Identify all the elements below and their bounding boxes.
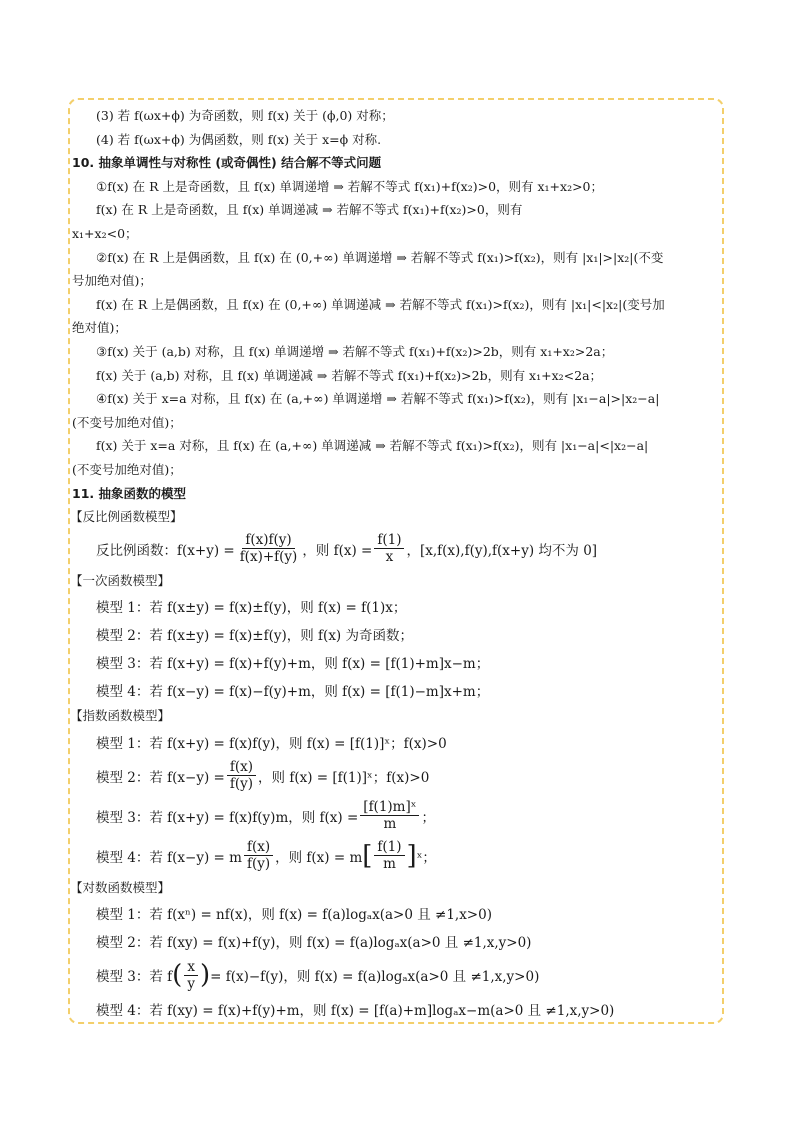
exp-m4-num-2: f(1)	[374, 839, 404, 856]
exp-m2-post: ，则 f(x) = [f(1)]ˣ；f(x)>0	[258, 769, 430, 786]
exp-model-1: 模型 1：若 f(x+y) = f(x)f(y)，则 f(x) = [f(1)]ˣ；f(x)>0	[96, 735, 447, 752]
inverse-fraction-2	[374, 532, 404, 565]
inverse-num-1: f(x)f(y)	[242, 532, 294, 549]
rule-2-decreasing-cont: 绝对值)；	[72, 320, 127, 336]
linear-model-1: 模型 1：若 f(x±y) = f(x)±f(y)，则 f(x) = f(1)x；	[96, 600, 407, 617]
exp-m4-pre: 模型 4：若 f(x−y) = m	[96, 849, 242, 866]
exp-m4-mid: ，则 f(x) = m	[275, 849, 363, 866]
exp-m4-right-bracket: ]	[406, 840, 417, 871]
exp-m4-fraction-1	[244, 839, 273, 872]
exp-m4-num-1: f(x)	[244, 839, 273, 856]
log-m3-left-paren: (	[172, 960, 183, 991]
exp-m4-post: ˣ；	[416, 849, 436, 866]
exp-m3-pre: 模型 3：若 f(x+y) = f(x)f(y)m，则 f(x) =	[96, 809, 359, 826]
rule-4-increasing: ④f(x) 关于 x=a 对称，且 f(x) 在 (a,+∞) 单调递增 ⇒ 若解不等式 f(x₁)>f(x₂)，则有 |x₁−a|>|x₂−a|	[96, 391, 660, 407]
rule-1-decreasing-cont: x₁+x₂<0；	[72, 225, 138, 241]
rule-4-increasing-cont: (不变号加绝对值)；	[72, 414, 182, 430]
linear-model-3: 模型 3：若 f(x+y) = f(x)+f(y)+m，则 f(x) = [f(1)+m]x−m；	[96, 656, 490, 673]
exp-model-2	[70, 756, 724, 796]
rule-2-increasing-cont: 号加绝对值)；	[72, 273, 152, 289]
inverse-post: ，[x,f(x),f(y),f(x+y) 均不为 0]	[406, 542, 598, 559]
log-m3-den: y	[187, 975, 195, 992]
inverse-den-2: x	[385, 549, 394, 566]
exp-model-label: 【指数函数模型】	[70, 708, 171, 724]
inverse-mid: ，则 f(x) =	[302, 542, 373, 559]
inverse-model-formula	[70, 529, 724, 569]
log-model-2: 模型 2：若 f(xy) = f(x)+f(y)，则 f(x) = f(a)logₐx(a>0 且 ≠1,x,y>0)	[96, 935, 532, 952]
inverse-fraction-1	[237, 532, 301, 565]
linear-model-2: 模型 2：若 f(x±y) = f(x)±f(y)，则 f(x) 为奇函数；	[96, 628, 413, 645]
exp-m2-num: f(x)	[227, 759, 256, 776]
inverse-pre: 反比例函数：f(x+y) =	[96, 542, 235, 559]
linear-model-label: 【一次函数模型】	[70, 572, 171, 588]
log-model-label: 【对数函数模型】	[70, 879, 171, 895]
document-content	[70, 104, 724, 1023]
inverse-den-1: f(x)+f(y)	[239, 549, 298, 566]
log-m3-post: = f(x)−f(y)，则 f(x) = f(a)logₐx(a>0 且 ≠1,x,y>0)	[210, 969, 540, 986]
rule-4-decreasing-cont: (不变号加绝对值)；	[72, 461, 182, 477]
linear-model-4: 模型 4：若 f(x−y) = f(x)−f(y)+m，则 f(x) = [f(1)−m]x+m；	[96, 684, 490, 701]
inverse-num-2: f(1)	[374, 532, 404, 549]
log-model-3	[70, 955, 724, 995]
exp-m4-den-1: f(y)	[246, 856, 271, 873]
log-m3-num: x	[184, 959, 198, 976]
odd-symmetry-line: (3) 若 f(ωx+ϕ) 为奇函数，则 f(x) 关于 (ϕ,0) 对称；	[96, 108, 394, 123]
exp-m4-fraction-2	[374, 839, 404, 872]
exp-m4-left-bracket: [	[362, 840, 373, 871]
inverse-model-label: 【反比例函数模型】	[70, 509, 183, 525]
exp-m4-den-2: m	[383, 856, 396, 873]
rule-2-decreasing: f(x) 在 R 上是偶函数，且 f(x) 在 (0,+∞) 单调递减 ⇒ 若解不等式 f(x₁)>f(x₂)，则有 |x₁|<|x₂|(变号加	[96, 296, 665, 312]
exp-model-3	[70, 796, 724, 836]
log-m3-pre: 模型 3：若 f	[96, 969, 173, 986]
exp-m3-post: ；	[421, 809, 435, 826]
log-m3-fraction	[184, 959, 198, 992]
exp-model-4	[70, 836, 724, 876]
exp-m3-den: m	[383, 816, 397, 833]
rule-4-decreasing: f(x) 关于 x=a 对称，且 f(x) 在 (a,+∞) 单调递减 ⇒ 若解不等式 f(x₁)>f(x₂)，则有 |x₁−a|<|x₂−a|	[96, 438, 649, 454]
rule-3-decreasing: f(x) 关于 (a,b) 对称，且 f(x) 单调递减 ⇒ 若解不等式 f(x₁)+f(x₂)>2b，则有 x₁+x₂<2a；	[96, 367, 603, 383]
log-model-1: 模型 1：若 f(xⁿ) = nf(x)，则 f(x) = f(a)logₐx(a>0 且 ≠1,x>0)	[96, 907, 492, 924]
rule-3-increasing: ③f(x) 关于 (a,b) 对称，且 f(x) 单调递增 ⇒ 若解不等式 f(x₁)+f(x₂)>2b，则有 x₁+x₂>2a；	[96, 343, 614, 359]
section-10-heading: 10. 抽象单调性与对称性 (或奇偶性) 结合解不等式问题	[72, 155, 382, 171]
exp-m2-fraction	[227, 759, 256, 792]
even-symmetry-line: (4) 若 f(ωx+ϕ) 为偶函数，则 f(x) 关于 x=ϕ 对称.	[96, 131, 382, 147]
exp-m3-fraction	[360, 799, 419, 832]
rule-2-increasing: ②f(x) 在 R 上是偶函数，且 f(x) 在 (0,+∞) 单调递增 ⇒ 若解不等式 f(x₁)>f(x₂)，则有 |x₁|>|x₂|(不变	[96, 249, 664, 265]
exp-m3-num: [f(1)m]ˣ	[360, 799, 419, 816]
rule-1-decreasing: f(x) 在 R 上是奇函数，且 f(x) 单调递减 ⇒ 若解不等式 f(x₁)+f(x₂)>0，则有	[96, 202, 523, 218]
exp-m2-den: f(y)	[229, 776, 254, 793]
section-11-heading: 11. 抽象函数的模型	[72, 485, 186, 501]
rule-1-increasing: ①f(x) 在 R 上是奇函数，且 f(x) 单调递增 ⇒ 若解不等式 f(x₁)+f(x₂)>0，则有 x₁+x₂>0；	[96, 178, 604, 194]
log-m3-right-paren: )	[199, 960, 211, 991]
log-model-4: 模型 4：若 f(xy) = f(x)+f(y)+m，则 f(x) = [f(a)+m]logₐx−m(a>0 且 ≠1,x,y>0)	[96, 1003, 615, 1020]
exp-m2-pre: 模型 2：若 f(x−y) =	[96, 769, 225, 786]
